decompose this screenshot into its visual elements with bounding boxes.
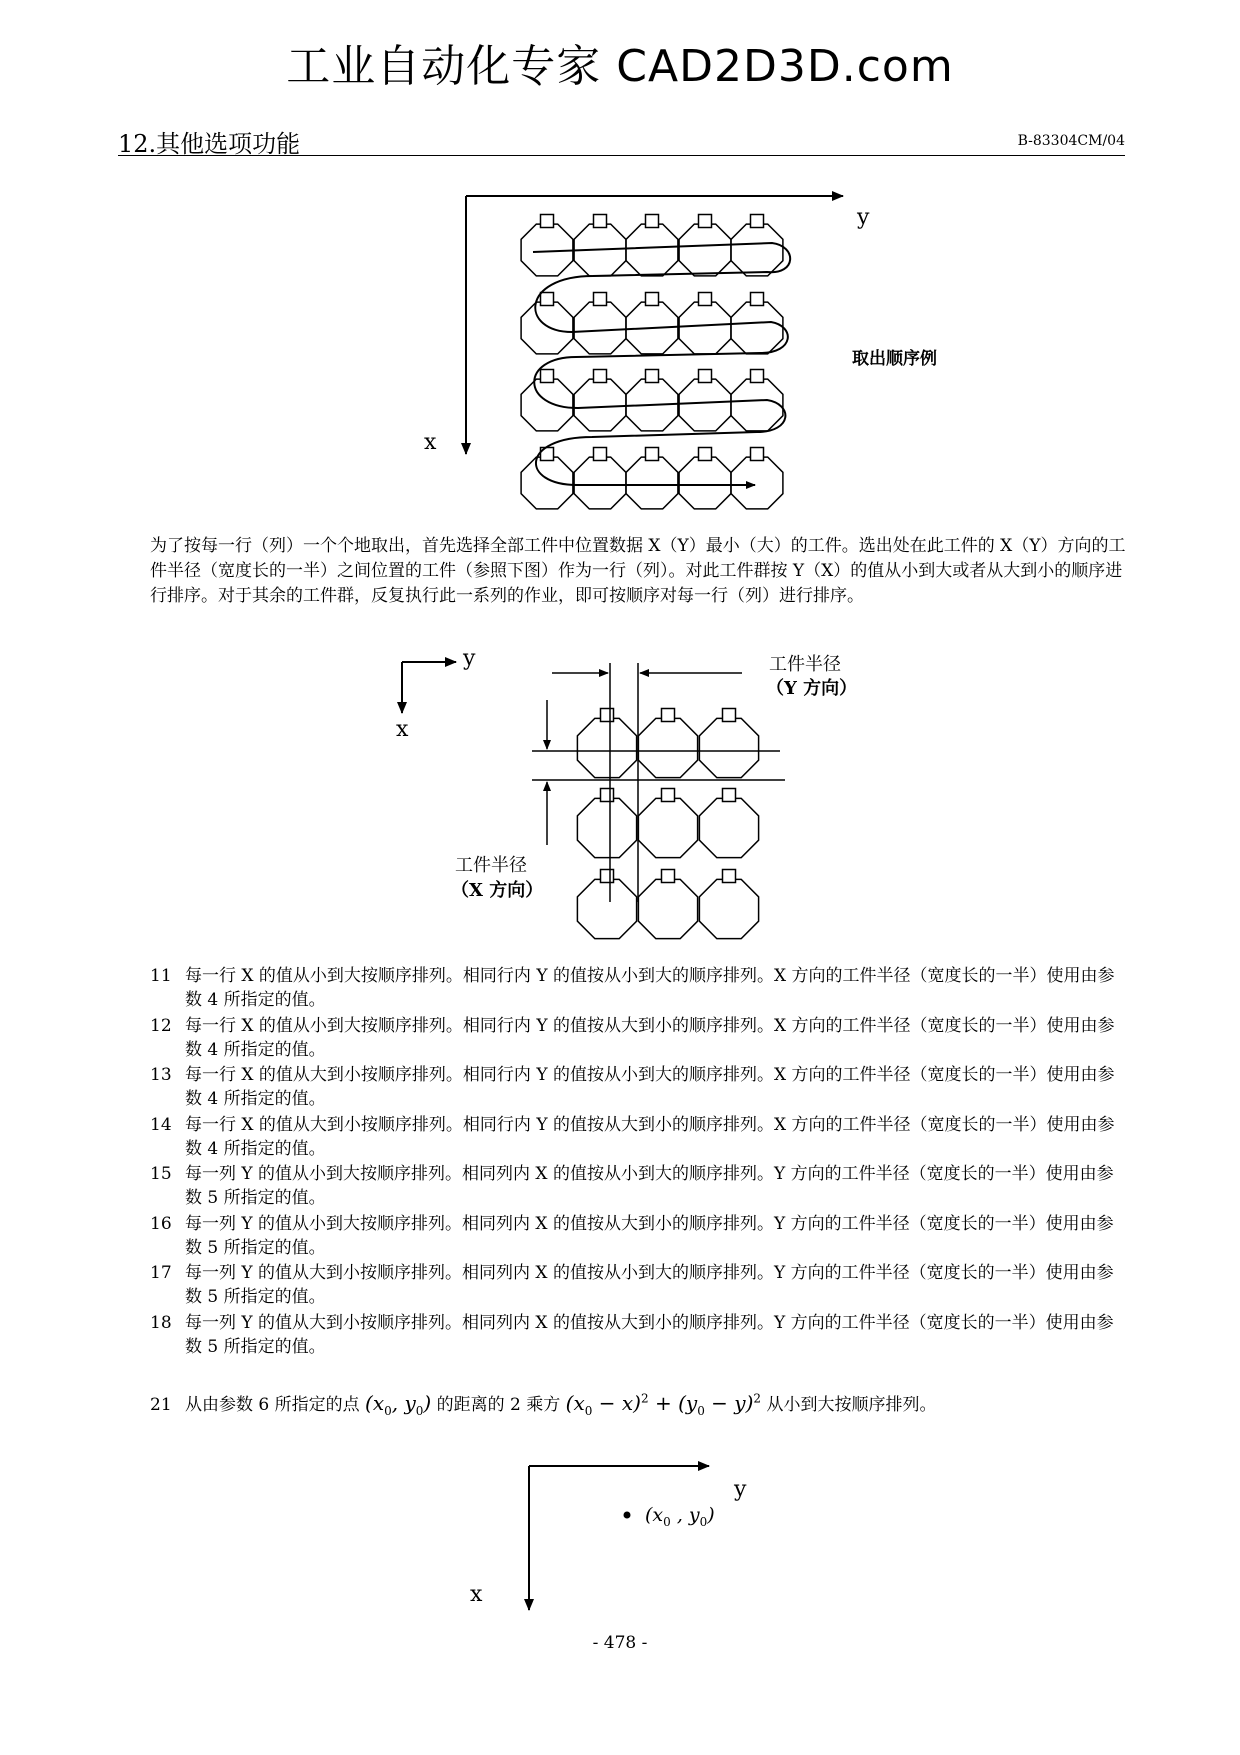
watermark-title: 工业自动化专家 CAD2D3D.com	[286, 41, 954, 92]
y-axis-label: y	[463, 646, 476, 671]
item-text-after: 从小到大按顺序排列。	[766, 1395, 937, 1415]
reference-point-label: ($x_0$ , $y_0$)	[645, 1504, 715, 1529]
item-text: 每一行 X 的值从大到小按顺序排列。相同行内 Y 的值按从大到小的顺序排列。X 方向的工件半径（宽度长的一半）使用由参数 4 所指定的值。	[185, 1114, 1115, 1159]
x-axis-label: x	[424, 430, 437, 455]
point-expression: ($x_0$, $y_0$)	[365, 1391, 432, 1418]
body-paragraph: 为了按每一行（列）一个个地取出，首先选择全部工件中位置数据 X（Y）最小（大）的工件。选出处在此工件的 X（Y）方向的工件半径（宽度长的一半）之间位置的工件（参照下图）作为一行（列）。对此工件群按 Y（X）的值从小到大或者从大到小的顺序进行排序。对于其余的工件群，反复执行此一系列的作业，即可按顺序对每一行（列）进行排序。	[150, 536, 1126, 606]
item-text: 每一行 X 的值从小到大按顺序排列。相同行内 Y 的值按从大到小的顺序排列。X 方向的工件半径（宽度长的一半）使用由参数 4 所指定的值。	[185, 1015, 1115, 1060]
x-axis-label: x	[470, 1582, 483, 1607]
item-number: 11	[150, 966, 172, 986]
item-text: 每一列 Y 的值从小到大按顺序排列。相同列内 X 的值按从大到小的顺序排列。Y 方向的工件半径（宽度长的一半）使用由参数 5 所指定的值。	[185, 1213, 1114, 1258]
reference-point-marker	[624, 1512, 631, 1519]
item-number: 17	[150, 1263, 172, 1283]
item-number: 13	[150, 1065, 172, 1085]
radius-x-label-line2: （X 方向）	[451, 880, 544, 901]
document-code: B-83304CM/04	[1017, 133, 1125, 149]
radius-x-label-line1: 工件半径	[455, 855, 527, 876]
item-number: 15	[150, 1164, 172, 1184]
y-axis-label: y	[857, 205, 870, 230]
figure-caption: 取出顺序例	[852, 349, 937, 369]
item-number: 21	[150, 1395, 172, 1415]
y-axis-label: y	[734, 1477, 747, 1502]
item-number: 16	[150, 1213, 172, 1234]
item-text-before: 从由参数 6 所指定的点	[185, 1395, 360, 1415]
distance-formula: $(x_0 - x)^2 + (y_0 - y)^2$	[565, 1391, 762, 1418]
item-number: 18	[150, 1312, 172, 1333]
x-axis-label: x	[396, 717, 409, 742]
item-text: 每一列 Y 的值从小到大按顺序排列。相同列内 X 的值按从小到大的顺序排列。Y 方向的工件半径（宽度长的一半）使用由参数 5 所指定的值。	[185, 1164, 1114, 1208]
item-text: 每一行 X 的值从大到小按顺序排列。相同行内 Y 的值按从小到大的顺序排列。X 方向的工件半径（宽度长的一半）使用由参数 4 所指定的值。	[185, 1065, 1115, 1109]
radius-y-label-line2: （Y 方向）	[766, 678, 858, 699]
radius-y-label-line1: 工件半径	[769, 654, 841, 675]
item-text: 每一列 Y 的值从大到小按顺序排列。相同列内 X 的值按从大到小的顺序排列。Y 方向的工件半径（宽度长的一半）使用由参数 5 所指定的值。	[185, 1312, 1114, 1357]
item-text: 每一列 Y 的值从大到小按顺序排列。相同列内 X 的值按从小到大的顺序排列。Y 方向的工件半径（宽度长的一半）使用由参数 5 所指定的值。	[185, 1263, 1114, 1307]
page-number: - 478 -	[592, 1633, 648, 1653]
item-text: 每一行 X 的值从小到大按顺序排列。相同行内 Y 的值按从小到大的顺序排列。X 方向的工件半径（宽度长的一半）使用由参数 4 所指定的值。	[185, 966, 1115, 1010]
item-text-middle: 的距离的 2 乘方	[436, 1395, 561, 1415]
item-number: 14	[150, 1114, 172, 1135]
section-title: 12.其他选项功能	[118, 130, 301, 158]
item-number: 12	[150, 1015, 172, 1036]
